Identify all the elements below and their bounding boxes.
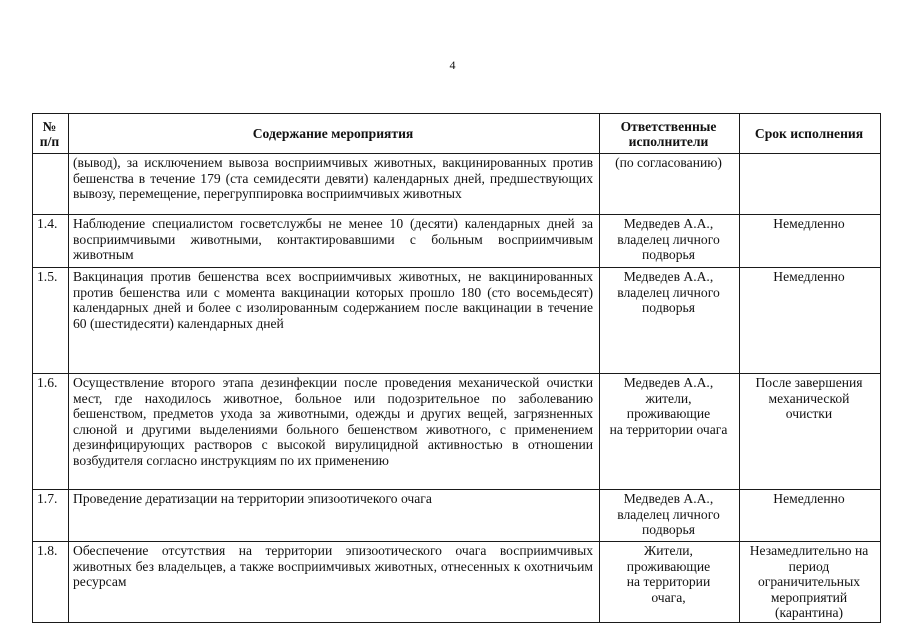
header-number: [33, 114, 69, 154]
responsible-line: очага,: [651, 589, 686, 605]
term-line: Незамедлительно на: [749, 543, 869, 558]
row-number: 1.5.: [33, 268, 69, 374]
row-responsible: [600, 374, 740, 490]
row-content: Осуществление второго этапа дезинфекции после проведения механической очистки мест, где находилось животное, больное или подозрительное по заболеванию бешенством, предметов ухода за животными, одежды и других вещей, загрязненных слюной и другими выделениями больного бешенством животного, с применением дезинфицирующих растворов с высокой вирулицидной активностью в отношении возбудителя согласно инструкциям по их применению: [69, 374, 600, 490]
page-number: 4: [449, 58, 456, 72]
row-term: [740, 268, 881, 374]
header-responsible-line: Ответственные: [620, 118, 717, 134]
row-number: 1.8.: [33, 542, 69, 623]
table-row: [33, 490, 881, 542]
header-responsible: [600, 114, 740, 154]
row-term: [740, 374, 881, 490]
table-row: [33, 268, 881, 374]
responsible-line: Медведев А.А.,: [623, 491, 714, 506]
term-line: После завершения: [755, 375, 863, 390]
row-content: (вывод), за исключением вывоза восприимчивых животных, вакцинированных против бешенства в течение 179 (ста семидесяти девяти) календарных дней, предшествующих вывозу, перемещение, перегруппировка восприимчивых животных: [69, 154, 600, 215]
row-term: [740, 154, 881, 215]
row-responsible: [600, 542, 740, 623]
table-row: [33, 154, 881, 215]
responsible-line: (по согласованию): [615, 155, 722, 170]
row-number: 1.6.: [33, 374, 69, 490]
responsible-line: проживающие: [626, 406, 711, 422]
table-row: [33, 215, 881, 268]
table-row: [33, 374, 881, 490]
responsible-line: владелец личного: [617, 506, 720, 522]
responsible-line: Медведев А.А.,: [623, 216, 714, 231]
term-line: Немедленно: [773, 269, 845, 284]
responsible-line: подворья: [642, 247, 695, 263]
row-responsible: [600, 268, 740, 374]
responsible-line: на территории очага: [609, 421, 728, 437]
table-row: [33, 542, 881, 623]
row-content: Проведение дератизации на территории эпизоотичекого очага: [69, 490, 600, 542]
row-number: [33, 154, 69, 215]
term-line: Немедленно: [773, 216, 845, 231]
term-line: мероприятий: [770, 589, 848, 605]
term-line: Немедленно: [773, 491, 845, 506]
measures-table: [32, 113, 881, 623]
row-content: Наблюдение специалистом госветслужбы не менее 10 (десяти) календарных дней за восприимчивыми животными, контактировавшими с больным восприимчивым животным: [69, 215, 600, 268]
row-term: [740, 490, 881, 542]
row-number: 1.4.: [33, 215, 69, 268]
table-header-row: [33, 114, 881, 154]
term-line: (карантина): [774, 605, 844, 621]
header-number-line: №: [42, 118, 57, 134]
row-number: 1.7.: [33, 490, 69, 542]
row-responsible: [600, 490, 740, 542]
row-content: Вакцинация против бешенства всех восприимчивых животных, не вакцинированных против бешенства или с момента вакцинации которых прошло 180 (сто восемьдесят) календарных дней и более с изолированным содержанием после вакцинации в течение 60 (шестидесяти) календарных дней: [69, 268, 600, 374]
term-line: период ограничительных: [757, 558, 861, 590]
row-responsible: [600, 154, 740, 215]
row-term: [740, 215, 881, 268]
responsible-line: подворья: [642, 522, 695, 538]
term-line: механической очистки: [768, 390, 850, 422]
responsible-line: Медведев А.А.,: [623, 269, 714, 284]
responsible-line: Жители,: [644, 543, 693, 558]
responsible-line: владелец личного: [617, 284, 720, 300]
header-responsible-line: исполнители: [628, 133, 709, 149]
header-term: Срок исполнения: [740, 114, 881, 154]
header-content: Содержание мероприятия: [69, 114, 600, 154]
row-term: [740, 542, 881, 623]
responsible-line: владелец личного: [617, 231, 720, 247]
responsible-line: Медведев А.А.,: [623, 375, 714, 390]
responsible-line: проживающие: [626, 558, 711, 574]
row-content: Обеспечение отсутствия на территории эпизоотического очага восприимчивых животных без владельцев, а также восприимчивых животных, отнесенных к охотничьим ресурсам: [69, 542, 600, 623]
responsible-line: подворья: [642, 300, 695, 316]
responsible-line: на территории: [626, 574, 711, 590]
row-responsible: [600, 215, 740, 268]
header-number-line: п/п: [39, 133, 60, 149]
responsible-line: жители,: [645, 390, 692, 406]
